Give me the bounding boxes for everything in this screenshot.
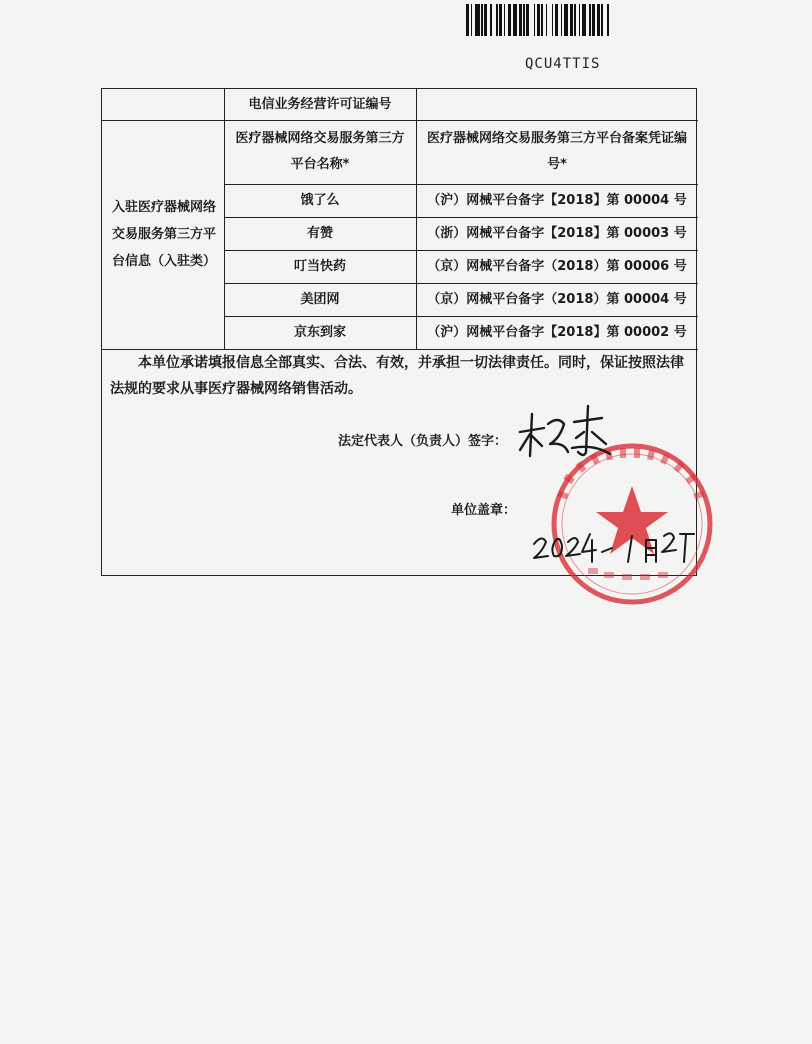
license-label: 电信业务经营许可证编号 — [248, 96, 392, 112]
license-value — [416, 89, 698, 120]
platform-name: 饿了么 — [300, 192, 340, 208]
section-label: 入驻医疗器械网络交易服务第三方平台信息（入驻类） — [111, 200, 216, 269]
column-header-record-number: 医疗器械网络交易服务第三方平台备案凭证编号* — [426, 131, 687, 172]
column-header-platform-name: 医疗器械网络交易服务第三方平台名称* — [235, 131, 405, 172]
platform-record-number: （沪）网械平台备字【2018】第 00004 号 — [427, 192, 687, 208]
handwritten-date — [532, 522, 697, 572]
barcode-bar — [609, 4, 612, 36]
signature-label: 法定代表人（负责人）签字： — [338, 434, 508, 449]
platform-name: 美团网 — [300, 291, 340, 307]
handwritten-signature — [514, 402, 614, 462]
platform-name: 京东到家 — [293, 324, 346, 340]
platform-record-number: （浙）网械平台备字【2018】第 00003 号 — [427, 225, 687, 241]
platform-name: 叮当快药 — [293, 258, 346, 274]
commitment-statement: 本单位承诺填报信息全部真实、合法、有效，并承担一切法律责任。同时，保证按照法律法规的要求从事医疗器械网络销售活动。 — [110, 355, 684, 397]
platform-record-number: （京）网械平台备字（2018）第 00006 号 — [427, 258, 687, 274]
barcode — [466, 4, 654, 36]
platform-record-number: （沪）网械平台备字【2018】第 00002 号 — [427, 324, 687, 340]
document-code: QCU4TTIS — [525, 56, 601, 72]
platform-record-number: （京）网械平台备字（2018）第 00004 号 — [427, 291, 687, 307]
platform-name: 有赞 — [306, 225, 333, 241]
seal-label: 单位盖章： — [451, 503, 517, 518]
